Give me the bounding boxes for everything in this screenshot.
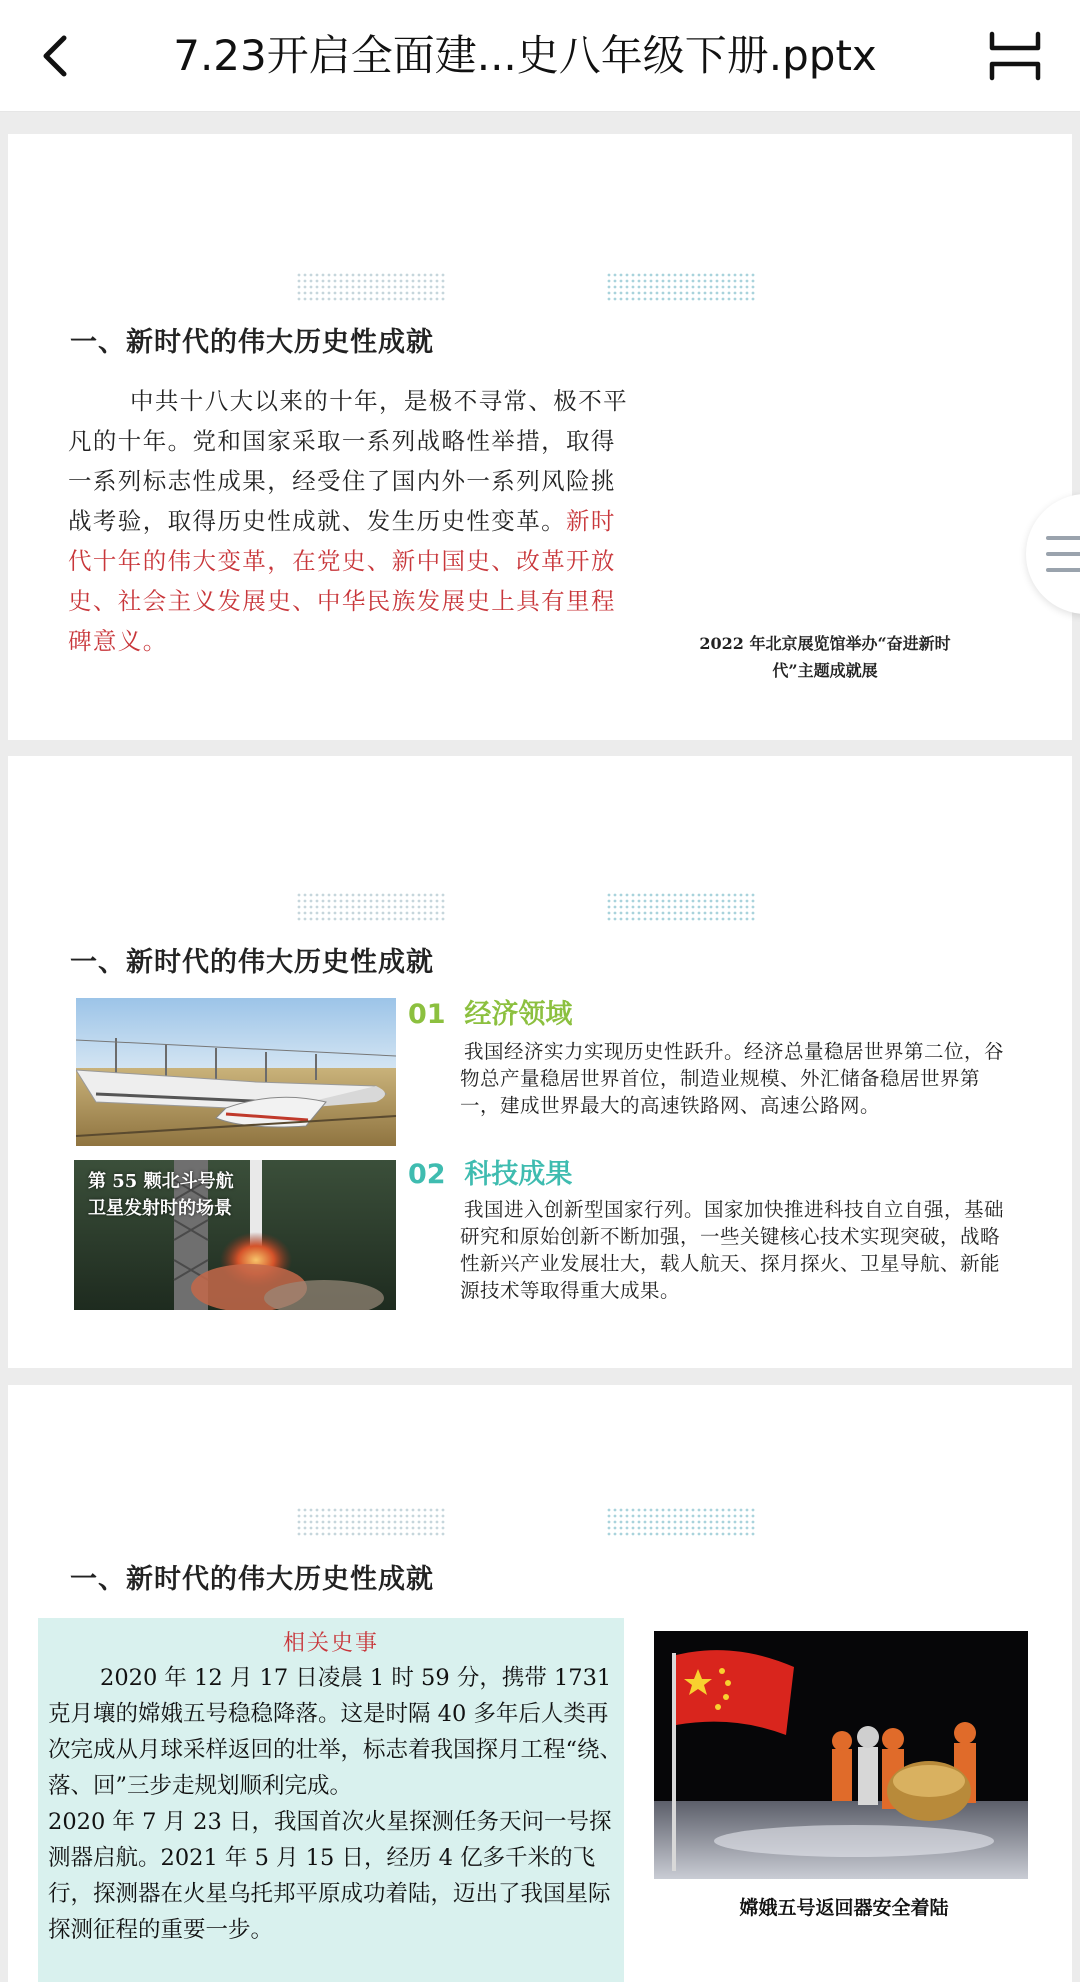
- intro-paragraph: [68, 381, 628, 661]
- story-text: [48, 1660, 622, 1948]
- high-speed-train-photo: [76, 998, 396, 1146]
- related-history-box: [38, 1618, 624, 1982]
- slide-heading: 一、新时代的伟大历史性成就: [70, 327, 434, 358]
- decorative-dots: [296, 272, 446, 302]
- landing-photo-caption: 嫦娥五号返回器安全着陆: [739, 1897, 949, 1919]
- slide-heading: 一、新时代的伟大历史性成就: [70, 1564, 434, 1595]
- decorative-dots: [296, 1507, 446, 1537]
- slide-2[interactable]: [8, 756, 1072, 1368]
- item-2-title: [408, 1152, 572, 1191]
- story-title: 相关史事: [282, 1631, 379, 1656]
- item-number: 01: [408, 999, 446, 1030]
- item-1-body: 我国经济实力实现历史性跃升。经济总量稳居世界第二位，谷物总产量稳居世界首位，制造业规模、外汇储备稳居世界第一，建成世界最大的高速铁路网、高速公路网。: [460, 1040, 1005, 1117]
- chevron-left-icon: [30, 24, 90, 88]
- slide-3[interactable]: [8, 1385, 1072, 1982]
- side-menu-handle[interactable]: [1026, 494, 1080, 614]
- exhibition-caption: 2022 年北京展览馆举办“奋进新时代”主题成就展: [699, 634, 951, 680]
- slide-heading: 一、新时代的伟大历史性成就: [70, 947, 434, 978]
- item-1-title: [408, 992, 572, 1031]
- item-2-body: 我国进入创新型国家行列。国家加快推进科技自立自强，基础研究和原始创新不断加强，一些关键核心技术实现突破，战略性新兴产业发展壮大，载人航天、探月探火、卫星导航、新能源技术等取得重大成果。: [460, 1198, 1005, 1302]
- rocket-photo-caption: 第 55 颗北斗号航卫星发射时的场景: [88, 1171, 234, 1219]
- rocket-launch-photo: [74, 1160, 396, 1310]
- highlighted-text: 新时代十年的伟大变革，在党史、新中国史、改革开放史、社会主义发展史、中华民族发展史上具有里程碑意义。: [68, 507, 616, 655]
- document-title: 7.23开启全面建...史八年级下册.pptx: [173, 31, 877, 80]
- decorative-dots: [606, 272, 756, 302]
- story-paragraph: 2020 年 7 月 23 日，我国首次火星探测任务天问一号探测器启航。2021 年 5 月 15 日，经历 4 亿多千米的飞行，探测器在火星乌托邦平原成功着陆，迈出了我国星际探测征程的重要一步。: [48, 1809, 612, 1943]
- decorative-dots: [296, 892, 446, 922]
- back-button[interactable]: [30, 24, 90, 88]
- exit-fullscreen-button[interactable]: [984, 24, 1046, 88]
- change5-landing-photo: [654, 1631, 1028, 1879]
- decorative-dots: [606, 892, 756, 922]
- item-title-text: 科技成果: [464, 1159, 573, 1190]
- decorative-dots: [606, 1507, 756, 1537]
- item-number: 02: [408, 1159, 446, 1190]
- paragraph-text: 中共十八大以来的十年，是极不寻常、极不平凡的十年。党和国家采取一系列战略性举措，取得一系列标志性成果，经受住了国内外一系列风险挑战考验，取得历史性成就、发生历史性变革。: [68, 387, 628, 535]
- top-bar: [0, 0, 1080, 112]
- slide-1[interactable]: [8, 134, 1072, 740]
- exit-fullscreen-icon: [984, 24, 1046, 88]
- story-paragraph: 2020 年 12 月 17 日凌晨 1 时 59 分，携带 1731 克月壤的嫦娥五号稳稳降落。这是时隔 40 多年后人类再次完成从月球采样返回的壮举，标志着我国探月工程“绕、落、回”三步走规划顺利完成。: [48, 1665, 623, 1799]
- hamburger-menu-icon: [1036, 494, 1080, 614]
- item-title-text: 经济领域: [464, 999, 573, 1030]
